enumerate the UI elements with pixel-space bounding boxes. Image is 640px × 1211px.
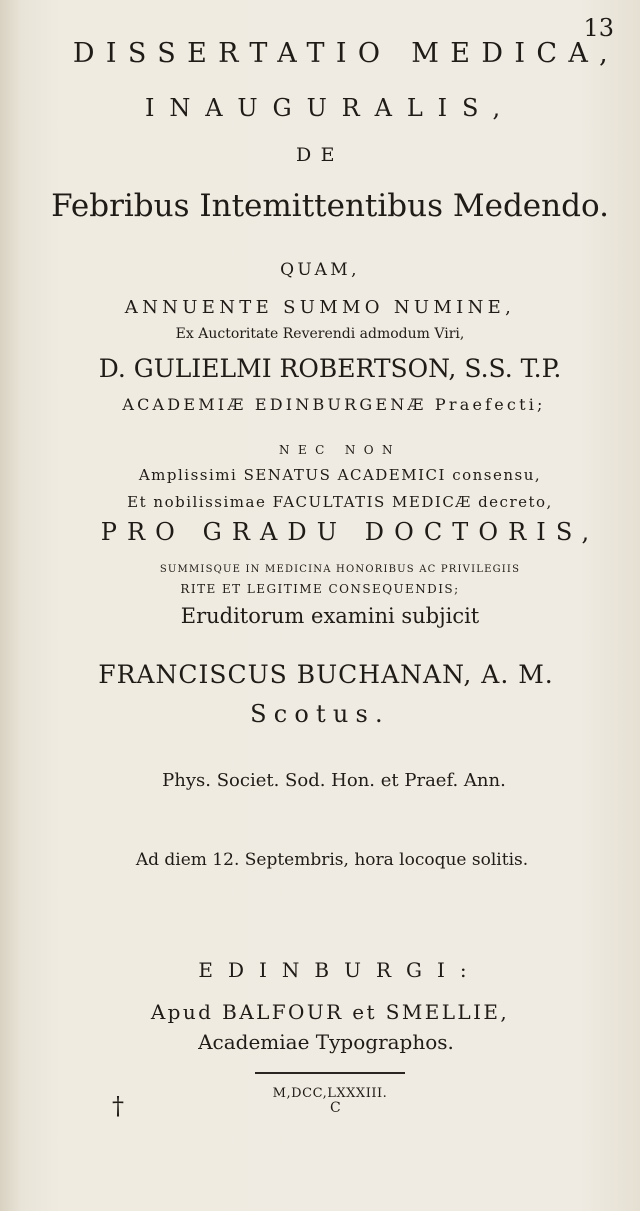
quam-line: QUAM, [280,260,360,280]
auctoritate-line: Ex Auctoritate Reverendi admodum Viri, [175,326,465,342]
senatus-line: Amplissimi SENATUS ACADEMICI consensu, [138,466,542,484]
facultas-line: Et nobilissimae FACULTATIS MEDICÆ decreto, [127,493,553,511]
imprint-year: M,DCC,LXXXIII. [272,1086,388,1101]
dagger-mark: † [112,1092,124,1120]
imprint-rule [255,1072,405,1074]
title-line-dissertatio: DISSERTATIO MEDICA, [72,38,620,69]
summis-line: SUMMISQUE IN MEDICINA HONORIBUS AC PRIVILEGIIS [159,564,521,575]
author-name: FRANCISCUS BUCHANAN, A. M. [98,660,554,689]
nec-non-line: NEC NON [279,443,401,457]
title-subject: Febribus Intemittentibus Medendo. [51,188,609,224]
imprint-printers: Apud BALFOUR et SMELLIE, [150,1000,510,1024]
rector-name: D. GULIELMI ROBERTSON, S.S. T.P. [98,354,562,383]
rite-line: RITE ET LEGITIME CONSEQUENDIS; [180,582,460,596]
imprint-city: EDINBURGI: [198,958,482,982]
academy-line: ACADEMIÆ EDINBURGENÆ Praefecti; [122,395,546,414]
author-origin: Scotus. [250,700,390,728]
eruditorum-line: Eruditorum examini subjicit [180,604,480,628]
annuente-line: ANNUENTE SUMMO NUMINE, [124,297,516,318]
folio-number: 13 [583,14,614,42]
title-line-de: DE [295,144,345,166]
title-line-inauguralis: INAUGURALIS, [144,94,516,122]
society-line: Phys. Societ. Sod. Hon. et Praef. Ann. [162,770,506,791]
signature-letter: C [330,1100,341,1116]
date-line: Ad diem 12. Septembris, hora locoque solitis. [135,850,529,870]
imprint-role: Academiae Typographos. [198,1030,454,1054]
pro-gradu-line: PRO GRADU DOCTORIS, [100,518,600,546]
